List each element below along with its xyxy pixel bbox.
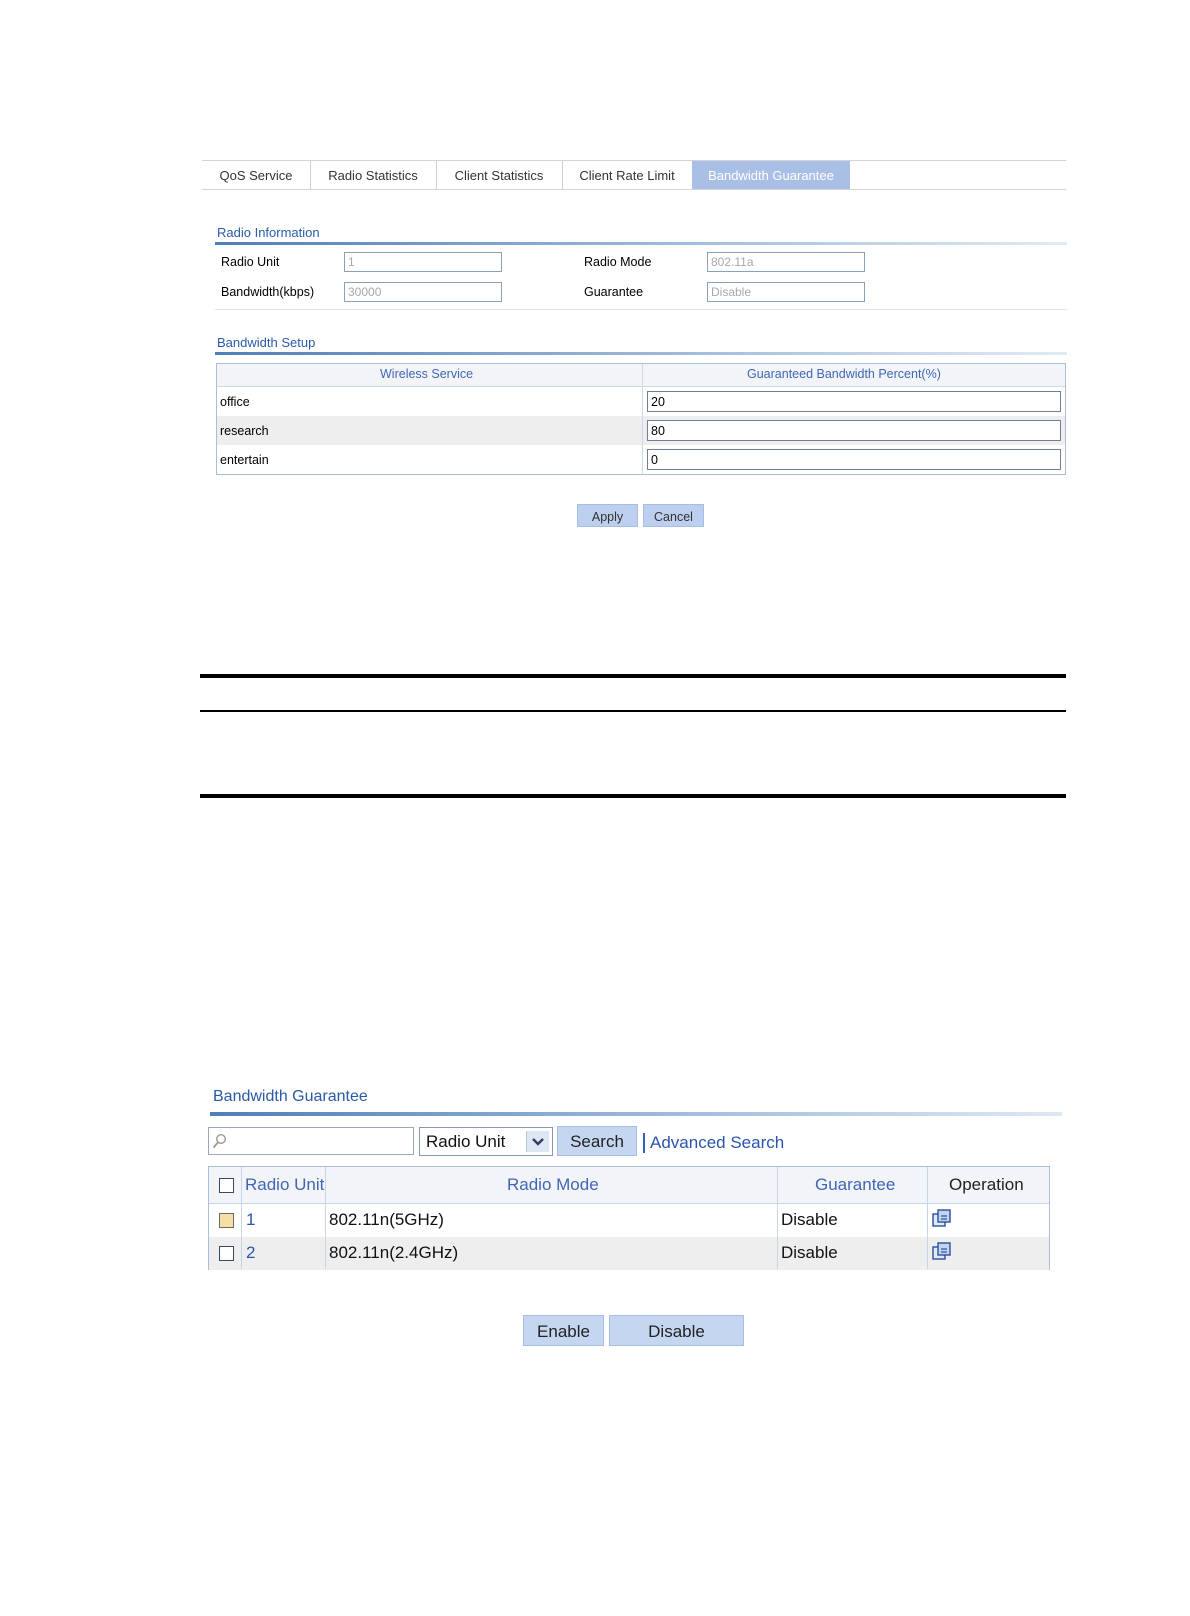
column-header-guarantee[interactable]: Guarantee bbox=[815, 1175, 896, 1194]
tab-client-statistics[interactable]: Client Statistics bbox=[436, 161, 563, 189]
table-row bbox=[217, 387, 1065, 416]
row-checkbox[interactable] bbox=[219, 1246, 234, 1261]
table-row bbox=[217, 416, 1065, 445]
search-field-value: Radio Unit bbox=[426, 1132, 506, 1151]
edit-icon[interactable] bbox=[931, 1207, 953, 1229]
column-divider bbox=[777, 1167, 778, 1269]
radio-mode-cell: 802.11n(5GHz) bbox=[329, 1210, 444, 1229]
cancel-button[interactable]: Cancel bbox=[643, 504, 704, 527]
bandwidth-field: 30000 bbox=[344, 282, 502, 302]
section-divider bbox=[210, 1112, 1062, 1116]
section-divider bbox=[215, 352, 1067, 355]
column-divider bbox=[642, 364, 643, 474]
column-header-guaranteed-percent: Guaranteed Bandwidth Percent(%) bbox=[747, 367, 941, 381]
search-button[interactable]: Search bbox=[557, 1126, 637, 1156]
tab-bandwidth-guarantee[interactable]: Bandwidth Guarantee bbox=[692, 161, 850, 189]
bandwidth-setup-title: Bandwidth Setup bbox=[217, 335, 316, 350]
percent-input[interactable] bbox=[647, 420, 1061, 441]
radio-unit-link[interactable]: 2 bbox=[246, 1243, 256, 1262]
select-all-checkbox[interactable] bbox=[219, 1178, 234, 1193]
search-field-select[interactable] bbox=[419, 1127, 553, 1156]
table-header bbox=[209, 1167, 1049, 1204]
guarantee-cell: Disable bbox=[781, 1210, 838, 1229]
radio-mode-field: 802.11a bbox=[707, 252, 865, 272]
percent-input[interactable] bbox=[647, 449, 1061, 470]
column-divider bbox=[325, 1167, 326, 1269]
guarantee-cell: Disable bbox=[781, 1243, 838, 1262]
search-input[interactable] bbox=[208, 1127, 414, 1155]
apply-button[interactable]: Apply bbox=[577, 504, 638, 527]
column-header-radio-mode[interactable]: Radio Mode bbox=[507, 1175, 599, 1194]
radio-mode-cell: 802.11n(2.4GHz) bbox=[329, 1243, 459, 1262]
rule-middle bbox=[200, 710, 1066, 712]
radio-unit-label: Radio Unit bbox=[221, 255, 280, 269]
guarantee-field: Disable bbox=[707, 282, 865, 302]
radio-unit-field: 1 bbox=[344, 252, 502, 272]
radio-table bbox=[208, 1166, 1050, 1270]
table-row bbox=[209, 1204, 1049, 1237]
disable-button[interactable]: Disable bbox=[609, 1315, 744, 1346]
section-divider bbox=[215, 242, 1067, 245]
column-divider bbox=[241, 1167, 242, 1269]
enable-button[interactable]: Enable bbox=[523, 1315, 604, 1346]
service-name: entertain bbox=[220, 453, 269, 467]
table-header bbox=[217, 364, 1065, 387]
chevron-down-icon[interactable] bbox=[526, 1131, 549, 1152]
table-row bbox=[217, 445, 1065, 474]
percent-input[interactable] bbox=[647, 391, 1061, 412]
list-title: Bandwidth Guarantee bbox=[213, 1088, 368, 1105]
column-divider bbox=[927, 1167, 928, 1269]
tab-qos-service[interactable]: QoS Service bbox=[202, 161, 311, 189]
radio-mode-label: Radio Mode bbox=[584, 255, 652, 269]
column-header-wireless-service: Wireless Service bbox=[380, 367, 474, 381]
rule-bottom bbox=[200, 794, 1066, 798]
separator bbox=[643, 1133, 645, 1153]
edit-icon[interactable] bbox=[931, 1240, 953, 1262]
tab-bar bbox=[202, 160, 1066, 190]
guarantee-label: Guarantee bbox=[584, 285, 644, 299]
bandwidth-guarantee-config-panel bbox=[202, 160, 1068, 532]
radio-unit-link[interactable]: 1 bbox=[246, 1210, 256, 1229]
bandwidth-label: Bandwidth(kbps) bbox=[221, 285, 315, 299]
service-name: research bbox=[220, 424, 269, 438]
service-name: office bbox=[220, 395, 250, 409]
tab-client-rate-limit[interactable]: Client Rate Limit bbox=[562, 161, 693, 189]
advanced-search-link[interactable]: Advanced Search bbox=[650, 1133, 785, 1152]
bandwidth-setup-table bbox=[216, 363, 1066, 475]
tab-radio-statistics[interactable]: Radio Statistics bbox=[310, 161, 437, 189]
column-header-radio-unit[interactable]: Radio Unit bbox=[245, 1175, 325, 1194]
radio-information-title: Radio Information bbox=[217, 225, 320, 240]
search-icon bbox=[212, 1133, 228, 1149]
rule-top bbox=[200, 674, 1066, 678]
row-checkbox[interactable] bbox=[219, 1213, 234, 1228]
column-header-operation: Operation bbox=[949, 1175, 1024, 1194]
bandwidth-guarantee-list-panel bbox=[206, 1088, 1066, 1348]
table-row bbox=[209, 1237, 1049, 1270]
divider bbox=[215, 309, 1067, 310]
